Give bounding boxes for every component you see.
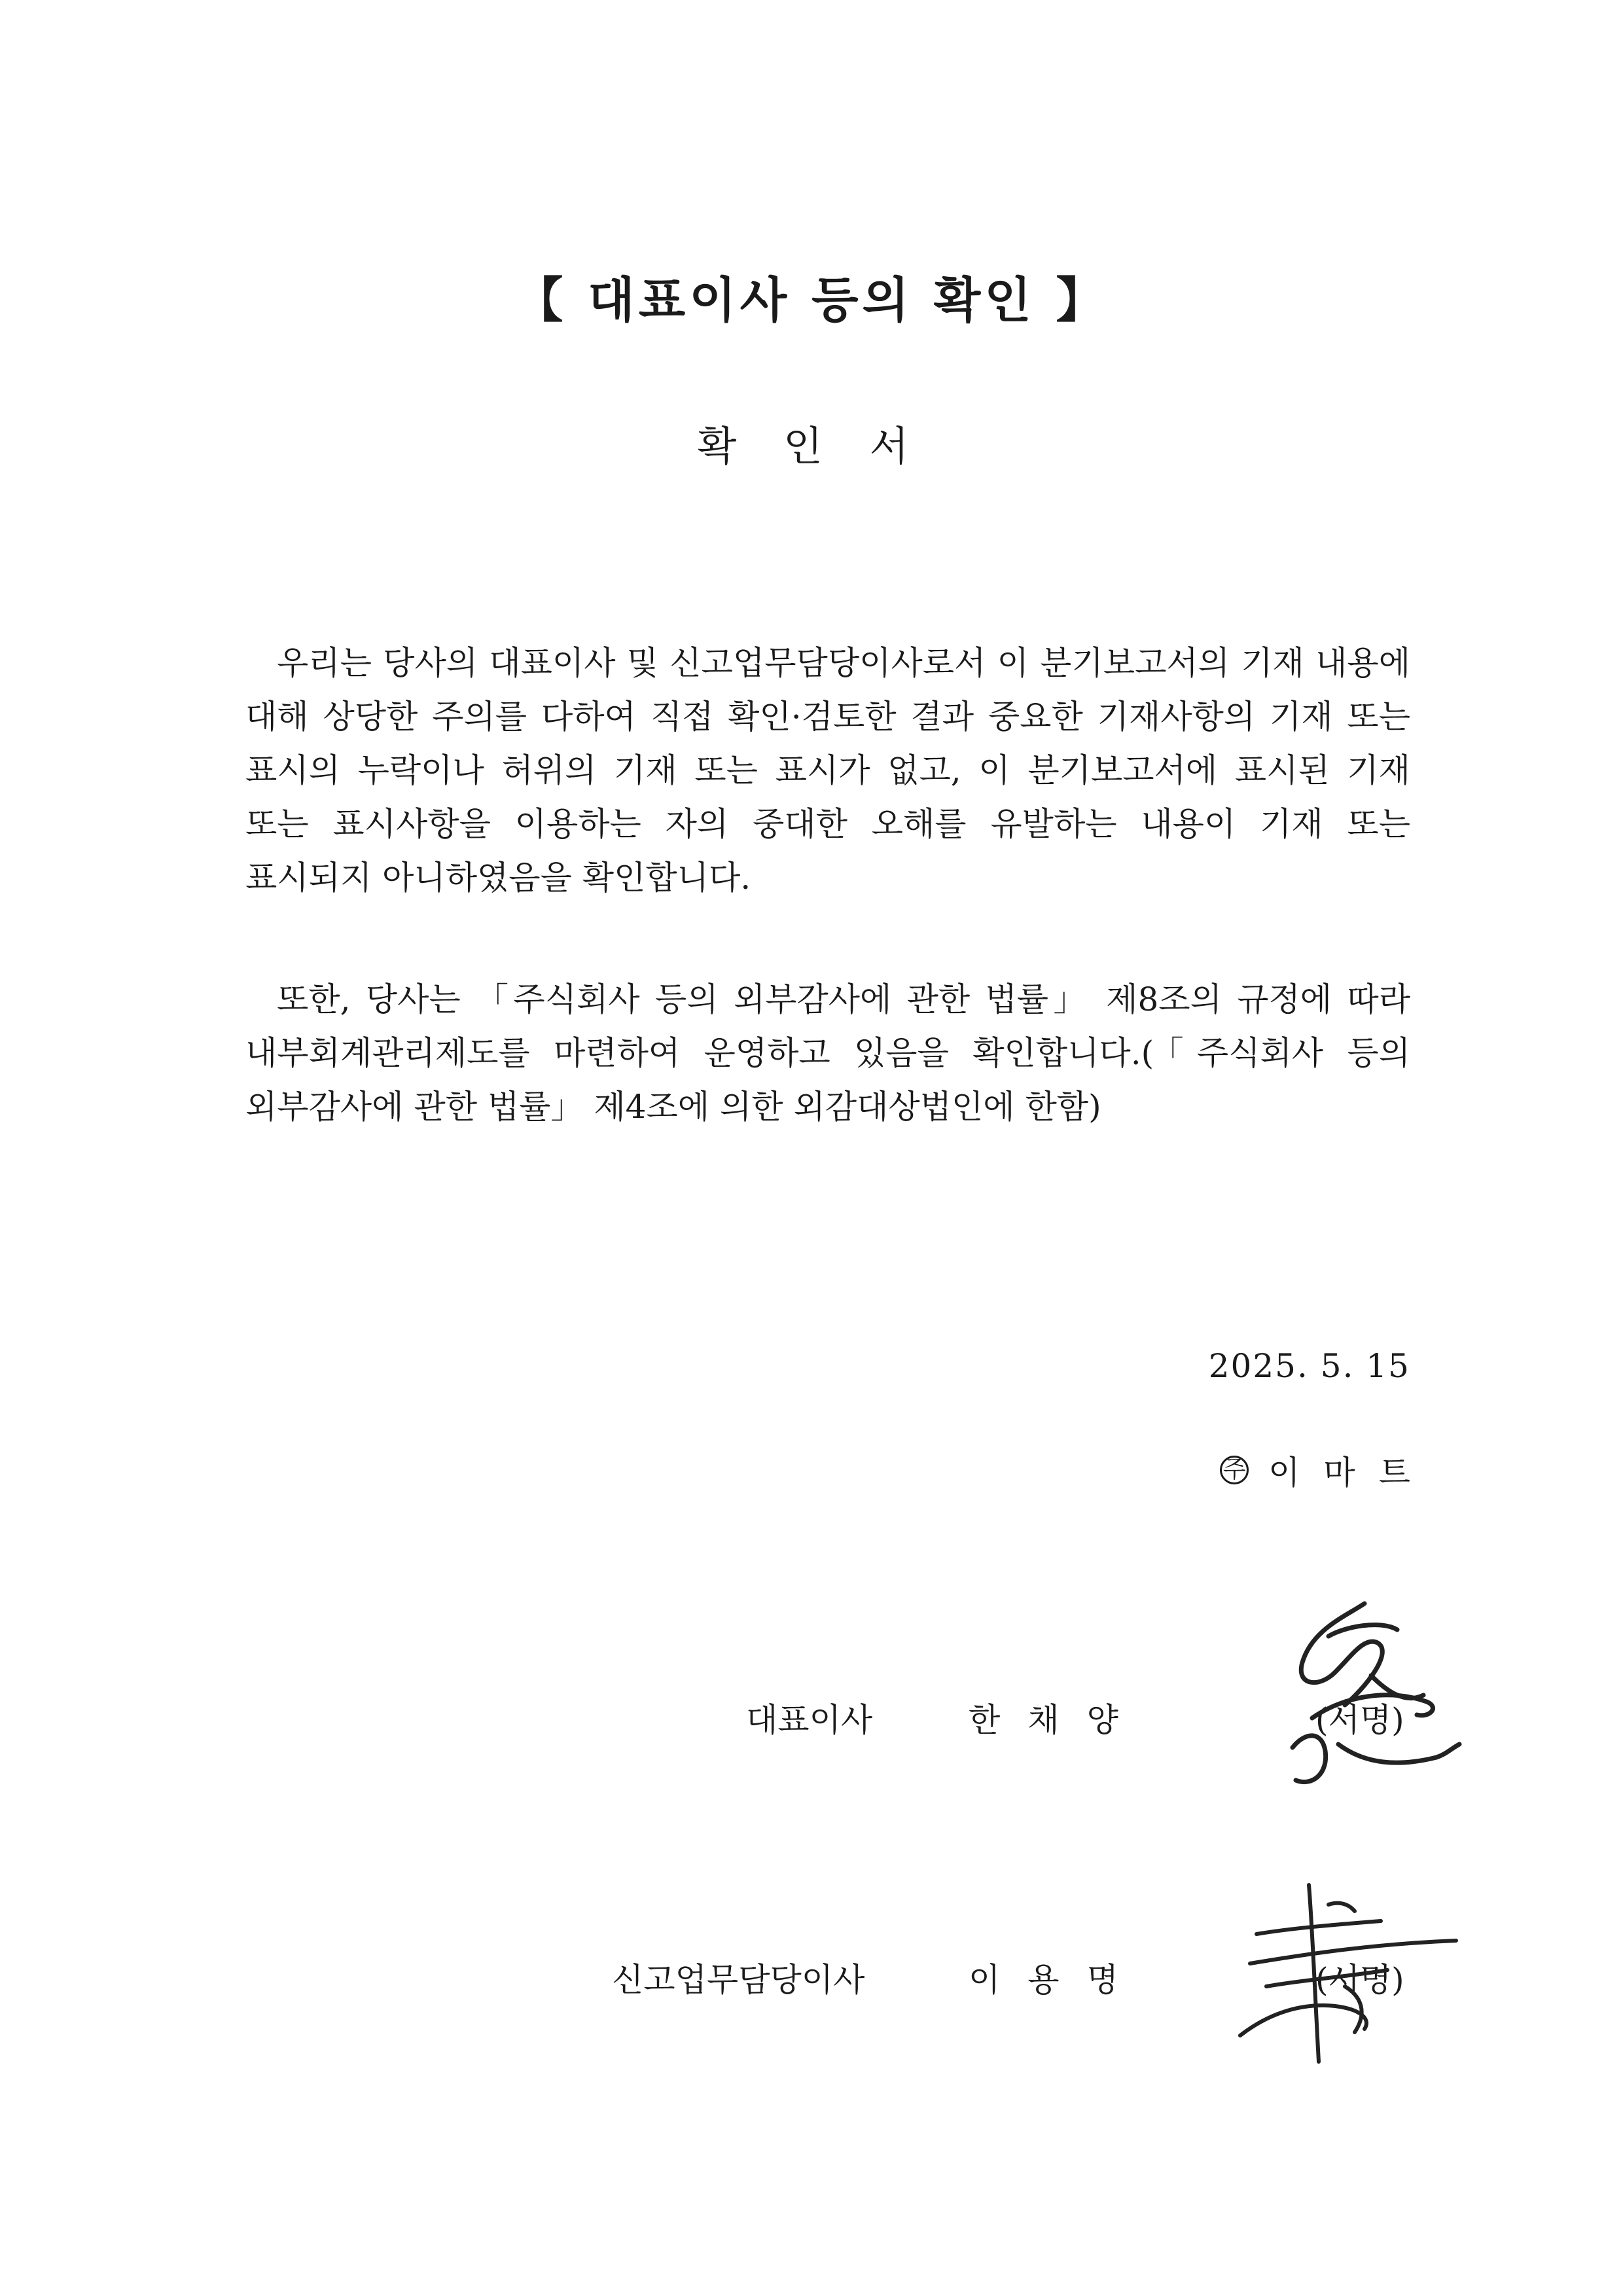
internal-control-paragraph: 또한, 당사는 「주식회사 등의 외부감사에 관한 법률」 제8조의 규정에 따라 내부회계관리제도를 마련하여 운영하고 있음을 확인합니다.(「주식회사 등의 외부감사에 관한 법률」 제4조에 의한 외감대상법인에 한함)	[245, 980, 1410, 1126]
signer-role-reporting-director: 신고업무담당이사	[612, 1961, 865, 1999]
signer-name-reporting-director: 이용명	[969, 1961, 1146, 1999]
company-name: 이마트	[1268, 1454, 1434, 1492]
company-line	[1220, 1446, 1434, 1494]
signer-role-ceo: 대표이사	[746, 1701, 873, 1739]
document-subheading: 확 인 서	[697, 422, 926, 470]
signer-name-ceo: 한채양	[969, 1701, 1146, 1739]
signature-label-ceo: (서명)	[1315, 1701, 1404, 1739]
document-date: 2025. 5. 15	[1208, 1347, 1410, 1385]
document-heading: 【 대표이사 등의 확인 】	[514, 272, 1109, 329]
corporation-mark: 주	[1220, 1456, 1249, 1484]
signature-label-reporting-director: (서명)	[1315, 1961, 1404, 1999]
confirmation-paragraph: 우리는 당사의 대표이사 및 신고업무담당이사로서 이 분기보고서의 기재 내용에 대해 상당한 주의를 다하여 직접 확인·검토한 결과 중요한 기재사항의 기재 또는 표시의 누락이나 허위의 기재 또는 표시가 없고, 이 분기보고서에 표시된 기재 또는 표시사항을 이용하는 자의 중대한 오해를 유발하는 내용이 기재 또는 표시되지 아니하였음을 확인합니다.	[245, 644, 1410, 897]
